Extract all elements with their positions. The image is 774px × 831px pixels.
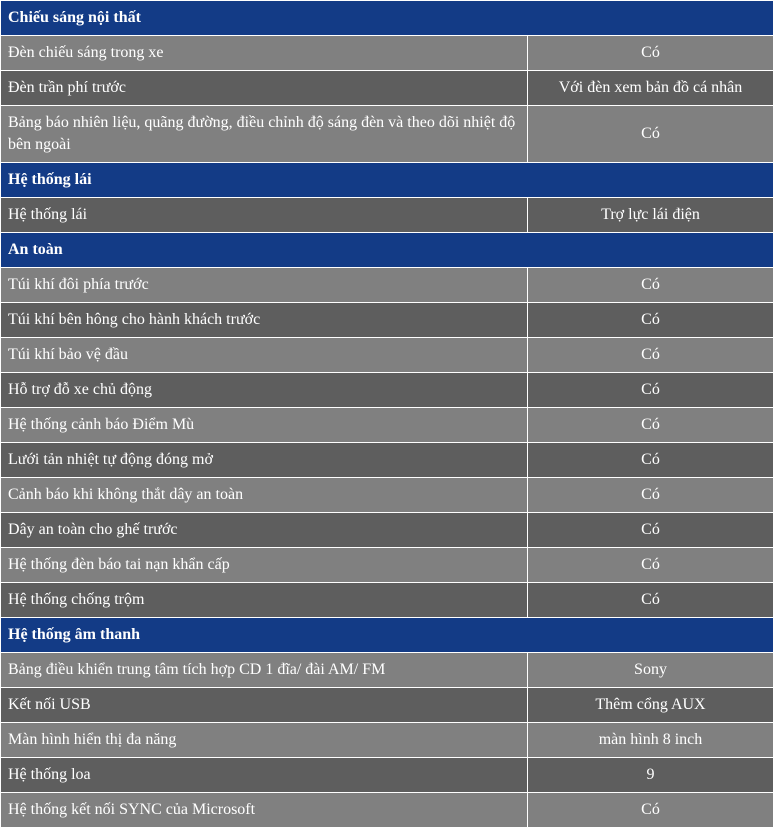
row-value: Với đèn xem bản đồ cá nhân: [528, 71, 774, 106]
table-row: [1, 723, 774, 758]
row-value: Có: [528, 513, 774, 548]
row-label: Kết nối USB: [1, 688, 528, 723]
table-row: [1, 408, 774, 443]
section-title: An toàn: [1, 233, 774, 268]
section-title: Hệ thống âm thanh: [1, 618, 774, 653]
row-label: Hệ thống loa: [1, 758, 528, 793]
row-value: Thêm cổng AUX: [528, 688, 774, 723]
row-value: Có: [528, 303, 774, 338]
table-row: [1, 653, 774, 688]
row-label: Hệ thống lái: [1, 198, 528, 233]
row-value: Có: [528, 548, 774, 583]
row-label: Cảnh báo khi không thắt dây an toàn: [1, 478, 528, 513]
row-value: Sony: [528, 653, 774, 688]
row-value: 9: [528, 758, 774, 793]
row-label: Bảng điều khiển trung tâm tích hợp CD 1 đĩa/ đài AM/ FM: [1, 653, 528, 688]
table-row: [1, 106, 774, 163]
row-label: Màn hình hiển thị đa năng: [1, 723, 528, 758]
table-row: [1, 688, 774, 723]
row-label: Đèn trần phí trước: [1, 71, 528, 106]
row-value: Có: [528, 373, 774, 408]
row-value: Có: [528, 36, 774, 71]
row-value: Có: [528, 443, 774, 478]
table-row: [1, 443, 774, 478]
table-row: [1, 478, 774, 513]
row-value: màn hình 8 inch: [528, 723, 774, 758]
section-header-steering: [1, 163, 774, 198]
row-label: Bảng báo nhiên liệu, quãng đường, điều chỉnh độ sáng đèn và theo dõi nhiệt độ bên ngoài: [1, 106, 528, 163]
section-header-audio: [1, 618, 774, 653]
row-label: Túi khí bên hông cho hành khách trước: [1, 303, 528, 338]
row-value: Có: [528, 478, 774, 513]
section-header-interior-lighting: [1, 1, 774, 36]
row-label: Hệ thống cảnh báo Điểm Mù: [1, 408, 528, 443]
section-title: Hệ thống lái: [1, 163, 774, 198]
row-value: Có: [528, 408, 774, 443]
section-header-safety: [1, 233, 774, 268]
table-row: [1, 583, 774, 618]
row-value: Có: [528, 268, 774, 303]
table-row: [1, 758, 774, 793]
table-row: [1, 373, 774, 408]
table-row: [1, 268, 774, 303]
table-row: [1, 338, 774, 373]
row-label: Túi khí đôi phía trước: [1, 268, 528, 303]
row-label: Hệ thống kết nối SYNC của Microsoft: [1, 793, 528, 828]
table-row: [1, 36, 774, 71]
table-row: [1, 793, 774, 828]
table-row: [1, 71, 774, 106]
row-label: Hệ thống chống trộm: [1, 583, 528, 618]
table-row: [1, 548, 774, 583]
table-row: [1, 513, 774, 548]
row-value: Trợ lực lái điện: [528, 198, 774, 233]
row-value: Có: [528, 106, 774, 163]
row-value: Có: [528, 793, 774, 828]
row-label: Hệ thống đèn báo tai nạn khẩn cấp: [1, 548, 528, 583]
table-row: [1, 303, 774, 338]
table-row: [1, 198, 774, 233]
row-label: Túi khí bảo vệ đầu: [1, 338, 528, 373]
row-value: Có: [528, 338, 774, 373]
row-label: Lưới tản nhiệt tự động đóng mở: [1, 443, 528, 478]
row-label: Hỗ trợ đỗ xe chủ động: [1, 373, 528, 408]
row-label: Dây an toàn cho ghế trước: [1, 513, 528, 548]
section-title: Chiếu sáng nội thất: [1, 1, 774, 36]
row-label: Đèn chiếu sáng trong xe: [1, 36, 528, 71]
row-value: Có: [528, 583, 774, 618]
